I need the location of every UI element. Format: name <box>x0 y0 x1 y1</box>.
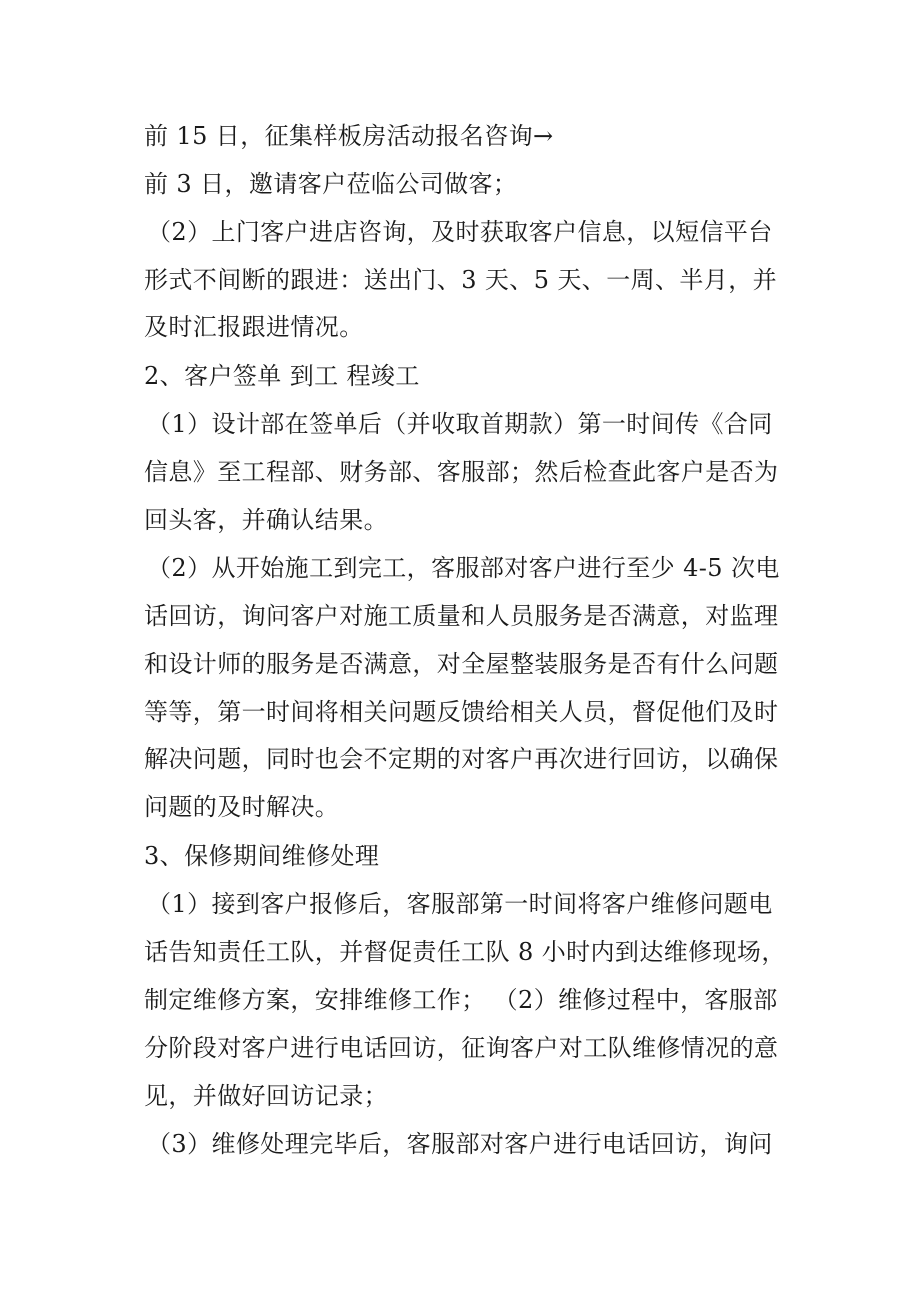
text-line: （1）接到客户报修后，客服部第一时间将客户维修问题电 <box>147 890 773 918</box>
section-heading: 2、客户签单 到工 程竣工 <box>144 362 420 390</box>
text-line: 问题的及时解决。 <box>144 793 340 821</box>
text-line: （1）设计部在签单后（并收取首期款）第一时间传《合同 <box>147 410 773 438</box>
text-line: 信息》至工程部、财务部、客服部；然后检查此客户是否为 <box>144 458 779 486</box>
section-heading: 3、保修期间维修处理 <box>144 842 380 870</box>
text-line: 见，并做好回访记录； <box>144 1082 388 1110</box>
text-line: 分阶段对客户进行电话回访，征询客户对工队维修情况的意 <box>144 1034 779 1062</box>
text-line: 及时汇报跟进情况。 <box>144 313 364 341</box>
text-line: 话告知责任工队，并督促责任工队 8 小时内到达维修现场， <box>144 938 786 966</box>
text-line: 解决问题，同时也会不定期的对客户再次进行回访，以确保 <box>144 745 779 773</box>
text-line: 前 3 日，邀请客户莅临公司做客； <box>144 170 518 198</box>
text-line: 制定维修方案，安排维修工作； （2）维修过程中，客服部 <box>144 986 778 1014</box>
text-line: （2）从开始施工到完工，客服部对客户进行至少 4-5 次电 <box>147 554 780 582</box>
text-line: 和设计师的服务是否满意，对全屋整装服务是否有什么问题 <box>144 650 779 678</box>
text-line: 回头客，并确认结果。 <box>144 506 388 534</box>
text-line: 等等，第一时间将相关问题反馈给相关人员，督促他们及时 <box>144 698 779 726</box>
text-line: 前 15 日，征集样板房活动报名咨询→ <box>144 122 554 150</box>
text-line: 形式不间断的跟进：送出门、3 天、5 天、一周、半月，并 <box>144 266 777 294</box>
text-line: （2）上门客户进店咨询，及时获取客户信息，以短信平台 <box>147 218 773 246</box>
text-line: （3）维修处理完毕后，客服部对客户进行电话回访，询问 <box>147 1130 773 1158</box>
text-line: 话回访，询问客户对施工质量和人员服务是否满意，对监理 <box>144 602 779 630</box>
